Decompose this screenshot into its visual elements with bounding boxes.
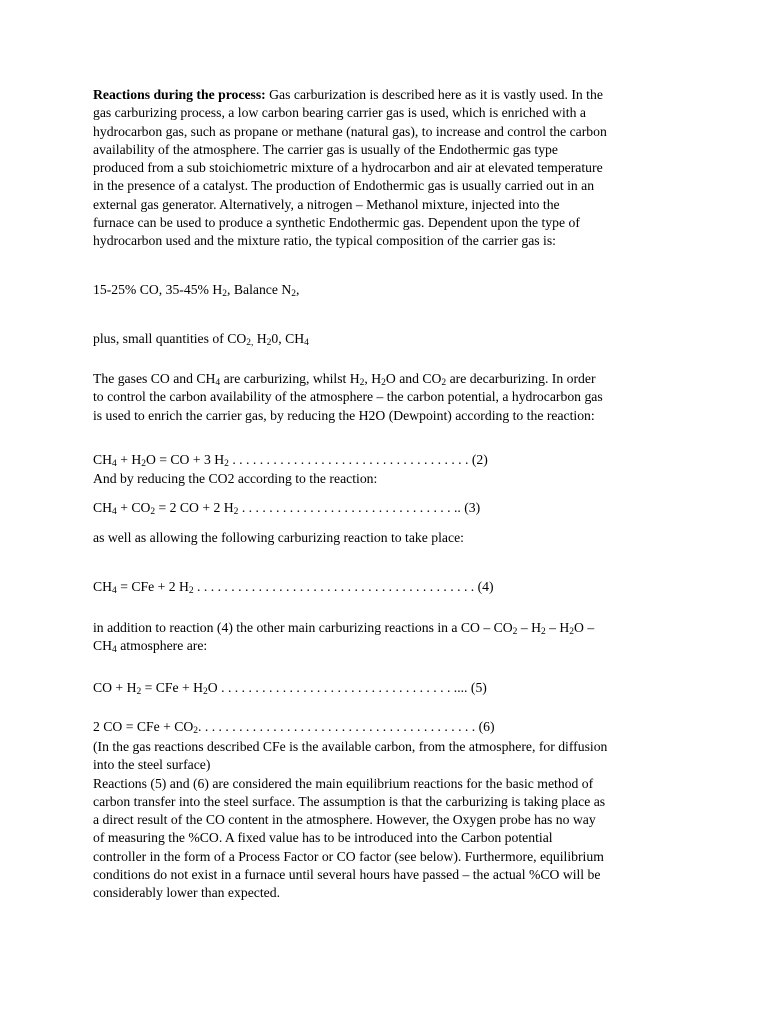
equation-5: CO + $H_2$ = CFe + $H_2O$ . . . . . . . . . . . . . . . . . . . . . . . . . . . . . . . . . . .... (5) (93, 680, 487, 697)
intro-line: availability of the atmosphere. The carrier gas is usually of the Endothermic gas type (93, 141, 558, 157)
final-line: considerably lower than expected. (93, 885, 280, 901)
equation-2: $CH_4 + H_2O$ = CO + 3 $H_2$ . . . . . . . . . . . . . . . . . . . . . . . . . . . . . . . . . . . (2) (93, 452, 488, 469)
co2-reduction-line: And by reducing the CO2 according to the reaction: (93, 471, 378, 486)
equation-3: $CH_4 + CO_2 = 2$ CO + 2 $H_2$ . . . . . . . . . . . . . . . . . . . . . . . . . . . . . . . .. (3) (93, 500, 481, 517)
intro-line: in the presence of a catalyst. The production of Endothermic gas is usually carried out in an (93, 178, 595, 194)
intro-line: Reactions during the process: Gas carburization is described here as it is vastly used. In the (93, 87, 603, 102)
intro-heading: Reactions during the process: (93, 87, 266, 102)
intro-line: gas carburizing process, a low carbon bearing carrier gas is used, which is enriched with a (93, 105, 586, 121)
final-line: carbon transfer into the steel surface. The assumption is that the carburizing is taking place as (93, 793, 606, 809)
allowing-line: as well as allowing the following carburizing reaction to take place: (93, 530, 464, 545)
gases-line: is used to enrich the carrier gas, by reducing the H2O (Dewpoint) according to the reaction: (93, 407, 595, 423)
gases-line: to control the carbon availability of the atmosphere – the carbon potential, a hydrocarbon gas (93, 389, 603, 405)
final-line: Reactions (5) and (6) are considered the main equilibrium reactions for the basic method of (93, 775, 594, 791)
gases-paragraph (93, 370, 683, 425)
intro-line: produced from a sub stoichiometric mixture of a hydrocarbon and air at elevated temperature (93, 160, 603, 176)
final-line: into the steel surface) (93, 757, 211, 773)
final-paragraph (93, 738, 683, 903)
intro-line: hydrocarbon used and the mixture ratio, the typical composition of the carrier gas is: (93, 233, 556, 249)
intro-line: external gas generator. Alternatively, a nitrogen – Methanol mixture, injected into the (93, 196, 560, 212)
equation-6: 2 CO = CFe + $CO_2$. . . . . . . . . . . . . . . . . . . . . . . . . . . . . . . . . . . . . . . . . (6) (93, 719, 495, 736)
intro-line: hydrocarbon gas, such as propane or methane (natural gas), to increase and control the carbon (93, 123, 607, 139)
small-quantities-line: plus, small quantities of $CO_{2,}$ $H_20$, $CH_4$ (93, 331, 309, 348)
final-line: a direct result of the CO content in the atmosphere. However, the Oxygen probe has no way (93, 812, 596, 828)
final-line: of measuring the %CO. A fixed value has to be introduced into the Carbon potential (93, 830, 553, 846)
gases-line: The gases CO and $CH_4$ are carburizing, whilst $H_2$, $H_2O$ and $CO_2$ are decarburizing. In order (93, 371, 596, 388)
final-line: (In the gas reactions described CFe is the available carbon, from the atmosphere, for diffusion (93, 739, 608, 754)
equation-4: $CH_4$ = CFe + 2 $H_2$ . . . . . . . . . . . . . . . . . . . . . . . . . . . . . . . . . . . . . . . . . (4) (93, 579, 494, 596)
intro-paragraph (93, 86, 683, 251)
final-line: controller in the form of a Process Factor or CO factor (see below). Furthermore, equilibrium (93, 848, 604, 864)
addition-paragraph (93, 619, 683, 656)
final-line: conditions do not exist in a furnace until several hours have passed – the actual %CO will be (93, 867, 601, 883)
addition-line: $CH_4$ atmosphere are: (93, 638, 208, 656)
addition-line: in addition to reaction (4) the other main carburizing reactions in a CO – $CO_2 - H_2 - H_2O$ – (93, 620, 595, 637)
intro-line: furnace can be used to produce a synthetic Endothermic gas. Dependent upon the type of (93, 215, 580, 231)
carrier-gas-composition: 15-25% CO, 35-45% $H_2$, Balance $N_2$, (93, 282, 300, 299)
